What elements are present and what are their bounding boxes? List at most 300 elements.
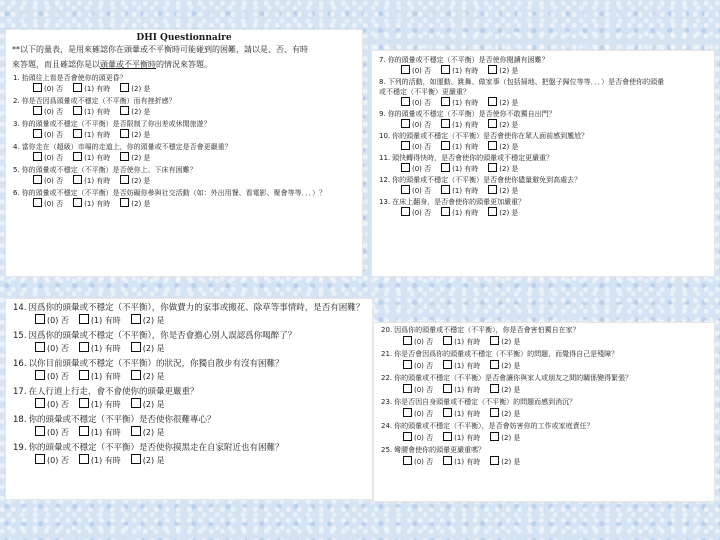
option-label: (2) 是 [142,372,165,381]
answer-options [381,360,710,371]
checkbox[interactable] [490,432,499,441]
emphasis-text: 頭暈或不平衡時 [100,59,156,69]
answer-option[interactable] [120,83,150,94]
checkbox[interactable] [403,456,412,465]
question-item [372,109,714,130]
answer-option[interactable] [403,432,433,443]
answer-option[interactable] [490,432,520,443]
answer-option[interactable] [33,83,63,94]
question-text [379,55,710,65]
answer-option[interactable] [443,384,480,395]
answer-option[interactable] [79,398,121,410]
checkbox[interactable] [488,207,497,216]
checkbox[interactable] [403,336,412,345]
checkbox[interactable] [441,141,450,150]
checkbox[interactable] [33,175,42,184]
checkbox[interactable] [488,185,497,194]
answer-options [13,426,368,438]
option-label: (1) 有時 [454,386,481,394]
checkbox[interactable] [33,83,42,92]
answer-option[interactable] [33,106,63,117]
answer-option[interactable] [490,408,520,419]
question-number: 3. [13,119,20,128]
answer-option[interactable] [403,336,433,347]
answer-option[interactable] [33,175,63,186]
question-item [374,373,714,395]
option-label: (0) 否 [44,107,64,116]
checkbox[interactable] [120,152,129,161]
answer-option[interactable] [35,454,69,466]
checkbox[interactable] [131,454,141,464]
question-number: 1. [13,73,20,82]
answer-option[interactable] [73,129,110,140]
answer-option[interactable] [488,185,518,196]
option-label: (1) 有時 [452,121,479,129]
answer-option[interactable] [441,163,478,174]
question-item [6,165,362,186]
checkbox[interactable] [488,97,497,106]
question-text [13,302,368,314]
checkbox[interactable] [401,207,410,216]
question-label: 以你目前頭暈或不穩定（不平衡）的狀況，你獨自散步有沒有困難？ [28,359,284,369]
answer-options [13,129,358,140]
question-label: 你的頭暈或不穩定（不平衡）是否會使你在眾人面前感到尷尬？ [392,132,589,140]
checkbox[interactable] [403,384,412,393]
option-label: (0) 否 [414,410,434,418]
questionnaire-page-4 [374,323,714,501]
question-label: 你是否因爲頭暈或不穩定（不平衡）而有挫折感？ [21,96,176,105]
answer-option[interactable] [73,152,110,163]
question-text [381,445,710,456]
answer-option[interactable] [488,163,518,174]
checkbox[interactable] [33,129,42,138]
option-label: (0) 否 [47,344,69,353]
option-label: (1) 有時 [454,458,481,466]
question-label: 你的頭暈或不穩定（不平衡）是否使你很難專心？ [28,415,216,425]
question-item [6,302,372,326]
answer-option[interactable] [35,370,69,382]
option-label: (1) 有時 [452,165,479,173]
answer-option[interactable] [441,207,478,218]
answer-option[interactable] [131,370,165,382]
answer-option[interactable] [488,141,518,152]
option-label: (2) 是 [499,99,519,107]
answer-option[interactable] [79,342,121,354]
option-label: (2) 是 [499,121,519,129]
checkbox[interactable] [441,97,450,106]
checkbox[interactable] [490,336,499,345]
checkbox[interactable] [79,342,89,352]
checkbox[interactable] [120,106,129,115]
answer-option[interactable] [73,106,110,117]
checkbox[interactable] [443,432,452,441]
option-label: (1) 有時 [90,428,121,437]
checkbox[interactable] [490,408,499,417]
checkbox[interactable] [79,426,89,436]
option-label: (1) 有時 [84,107,111,116]
question-list [6,302,372,466]
option-label: (0) 否 [47,428,69,437]
answer-options [379,163,710,174]
question-label: 抬頭往上看是否會使你的頭更昏？ [21,73,127,82]
question-label: 你的頭暈或不穩定（不平衡）是否使你摸黑走在自家附近也有困難？ [28,443,284,453]
question-item [6,73,362,94]
checkbox[interactable] [33,106,42,115]
answer-option[interactable] [441,185,478,196]
checkbox[interactable] [488,119,497,128]
checkbox[interactable] [441,185,450,194]
option-label: (0) 否 [412,187,432,195]
option-label: (2) 是 [142,344,165,353]
option-label: (2) 是 [131,84,151,93]
answer-options [13,175,358,186]
answer-option[interactable] [401,119,431,130]
answer-option[interactable] [401,65,431,76]
answer-option[interactable] [490,360,520,371]
option-label: (0) 否 [47,400,69,409]
option-label: (0) 否 [44,176,64,185]
answer-option[interactable] [441,141,478,152]
option-label: (1) 有時 [454,362,481,370]
answer-option[interactable] [79,454,121,466]
answer-option[interactable] [443,360,480,371]
checkbox[interactable] [490,384,499,393]
option-label: (1) 有時 [90,344,121,353]
question-text [379,175,710,185]
answer-options [13,83,358,94]
checkbox[interactable] [490,360,499,369]
question-item [6,330,372,354]
answer-option[interactable] [131,314,165,326]
checkbox[interactable] [443,336,452,345]
question-number: 11. [379,154,391,162]
answer-option[interactable] [488,119,518,130]
question-number: 25. [381,446,393,454]
question-label: 因爲你的頭暈或不穩定（不平衡），你是否會擔心別人誤認爲你喝醉了？ [28,331,297,341]
answer-option[interactable] [443,456,480,467]
option-label: (0) 否 [414,362,434,370]
option-label: (0) 否 [412,99,432,107]
checkbox[interactable] [441,163,450,172]
checkbox[interactable] [33,152,42,161]
checkbox[interactable] [73,198,82,207]
question-number: 15. [13,331,27,341]
answer-option[interactable] [488,65,518,76]
question-text [13,73,358,83]
answer-option[interactable] [401,97,431,108]
question-number: 23. [381,398,393,406]
answer-option[interactable] [33,129,63,140]
question-text [379,153,710,163]
instructions-line-1: **以下的量表，是用來確認你在頭暈或不平衡時可能碰到的困難，請以是、否、有時 [12,45,308,54]
checkbox[interactable] [33,198,42,207]
checkbox[interactable] [120,175,129,184]
answer-option[interactable] [35,426,69,438]
checkbox[interactable] [401,119,410,128]
checkbox[interactable] [131,370,141,380]
checkbox[interactable] [401,163,410,172]
question-item [6,142,362,163]
answer-option[interactable] [33,198,63,209]
answer-option[interactable] [131,454,165,466]
answer-option[interactable] [441,65,478,76]
answer-option[interactable] [73,175,110,186]
answer-options [13,342,368,354]
answer-option[interactable] [79,370,121,382]
question-label: 下列的活動，如運動、跳舞、做家事（包括掃地、把盤子歸位等等．．．）是否會使你的頭暈 [387,78,665,86]
checkbox[interactable] [443,408,452,417]
checkbox[interactable] [403,432,412,441]
question-number: 19. [13,443,27,453]
option-label: (1) 有時 [84,153,111,162]
checkbox[interactable] [79,314,89,324]
checkbox[interactable] [441,207,450,216]
answer-option[interactable] [403,408,433,419]
option-label: (0) 否 [414,338,434,346]
checkbox[interactable] [401,185,410,194]
question-number: 9. [379,110,386,118]
option-label: (1) 有時 [454,434,481,442]
option-label: (0) 否 [412,121,432,129]
answer-option[interactable] [441,97,478,108]
option-label: (2) 是 [501,410,521,418]
question-label: 你的頭暈或不穩定（不平衡）是否使你上、下床有困難？ [21,165,197,174]
checkbox[interactable] [443,384,452,393]
question-label: 你是否會因爲你的頭暈或不穩定（不平衡）的問題，而覺得自己是殘障？ [394,350,619,358]
question-item [374,349,714,371]
question-label: 你的頭暈或不穩定（不平衡）是否使你不敢獨自出門？ [387,110,556,118]
question-label: 你是否因自身頭暈或不穩定（不平衡）的問題而感到消沉？ [394,398,577,406]
question-text [13,358,368,370]
option-label: (2) 是 [499,67,519,75]
checkbox[interactable] [79,370,89,380]
question-label: 你的頭暈或不穩定（不平衡）是否妨礙你參與社交活動（如：外出用餐、看電影、聚會等等．．．）？ [21,188,327,197]
question-list [6,73,362,209]
answer-option[interactable] [120,152,150,163]
answer-option[interactable] [120,198,150,209]
answer-option[interactable] [73,83,110,94]
question-text [13,414,368,426]
option-label: (1) 有時 [452,143,479,151]
question-number: 17. [13,387,27,397]
question-text [379,197,710,207]
question-label: 因爲你的頭暈或不穩定（不平衡），你是否會害怕獨自在家？ [394,326,580,334]
question-label: 頭快轉得快時，是否會使你的頭暈或不穩定更嚴重？ [392,154,554,162]
question-text [13,96,358,106]
answer-option[interactable] [443,432,480,443]
option-label: (2) 是 [131,199,151,208]
question-list [374,325,714,467]
checkbox[interactable] [488,65,497,74]
option-label: (1) 有時 [84,84,111,93]
question-number: 8. [379,78,386,86]
question-label: 因爲你的頭暈或不穩定（不平衡），你做費力的家事或搬花、除草等事情時，是否有困難？ [28,303,365,313]
checkbox[interactable] [35,398,45,408]
answer-option[interactable] [35,342,69,354]
answer-options [381,336,710,347]
answer-option[interactable] [490,384,520,395]
answer-options [381,408,710,419]
option-label: (2) 是 [501,458,521,466]
answer-option[interactable] [403,384,433,395]
checkbox[interactable] [73,106,82,115]
checkbox[interactable] [79,454,89,464]
checkbox[interactable] [401,65,410,74]
question-number: 22. [381,374,393,382]
answer-option[interactable] [33,152,63,163]
answer-option[interactable] [35,314,69,326]
answer-options [381,384,710,395]
checkbox[interactable] [35,342,45,352]
question-text [381,397,710,408]
question-item [372,197,714,218]
answer-option[interactable] [488,207,518,218]
option-label: (2) 是 [131,107,151,116]
option-label: (1) 有時 [452,209,479,217]
question-number: 20. [381,326,393,334]
answer-options [13,152,358,163]
question-text [13,442,368,454]
answer-options [379,97,710,108]
checkbox[interactable] [79,398,89,408]
checkbox[interactable] [443,360,452,369]
answer-option[interactable] [120,106,150,117]
answer-options [13,314,368,326]
option-label: (1) 有時 [84,199,111,208]
question-number: 18. [13,415,27,425]
answer-option[interactable] [443,408,480,419]
option-label: (0) 否 [47,372,69,381]
answer-options [13,106,358,117]
question-text [381,349,710,360]
option-label: (2) 是 [499,187,519,195]
answer-option[interactable] [131,398,165,410]
option-label: (2) 是 [499,209,519,217]
answer-option[interactable] [490,456,520,467]
question-label: 你的頭暈或不穩定（不平衡）是否限制了你出差或休閒旅遊？ [21,119,211,128]
option-label: (1) 有時 [90,456,121,465]
question-text [379,109,710,119]
question-number: 2. [13,96,20,105]
option-label: (2) 是 [142,316,165,325]
option-label: (0) 否 [44,84,64,93]
question-item [372,131,714,152]
checkbox[interactable] [131,314,141,324]
answer-option[interactable] [73,198,110,209]
checkbox[interactable] [131,342,141,352]
answer-option[interactable] [441,119,478,130]
answer-option[interactable] [401,141,431,152]
answer-option[interactable] [131,426,165,438]
checkbox[interactable] [488,141,497,150]
option-label: (2) 是 [499,143,519,151]
checkbox[interactable] [490,456,499,465]
option-label: (2) 是 [501,362,521,370]
checkbox[interactable] [73,129,82,138]
checkbox[interactable] [120,198,129,207]
answer-options [379,207,710,218]
option-label: (2) 是 [131,153,151,162]
answer-option[interactable] [35,398,69,410]
answer-option[interactable] [131,342,165,354]
question-item [372,175,714,196]
checkbox[interactable] [401,97,410,106]
answer-option[interactable] [120,129,150,140]
question-label: 在人行道上行走，會不會使你的頭暈更嚴重？ [28,387,199,397]
question-number: 10. [379,132,391,140]
checkbox[interactable] [73,152,82,161]
checkbox[interactable] [120,129,129,138]
checkbox[interactable] [35,314,45,324]
answer-option[interactable] [403,456,433,467]
option-label: (2) 是 [142,456,165,465]
question-text [13,142,358,152]
answer-option[interactable] [120,175,150,186]
option-label: (0) 否 [47,456,69,465]
answer-option[interactable] [401,207,431,218]
question-text [13,188,358,198]
answer-option[interactable] [490,336,520,347]
answer-options [13,398,368,410]
question-item [6,414,372,438]
question-text [13,119,358,129]
checkbox[interactable] [73,175,82,184]
checkbox[interactable] [131,426,141,436]
option-label: (2) 是 [142,428,165,437]
checkbox[interactable] [443,456,452,465]
checkbox[interactable] [131,398,141,408]
checkbox[interactable] [120,83,129,92]
question-text [13,165,358,175]
checkbox[interactable] [35,454,45,464]
question-item [6,119,362,140]
questionnaire-page-2 [372,51,714,276]
answer-option[interactable] [401,185,431,196]
answer-options [13,198,358,209]
checkbox[interactable] [35,370,45,380]
question-item [372,77,714,108]
option-label: (1) 有時 [452,99,479,107]
question-text [379,131,710,141]
answer-option[interactable] [443,336,480,347]
question-text [379,77,710,87]
answer-option[interactable] [403,360,433,371]
checkbox[interactable] [488,163,497,172]
option-label: (2) 是 [501,434,521,442]
question-label: 在床上翻身，是否會使你的頭暈更加嚴重？ [392,198,526,206]
checkbox[interactable] [73,83,82,92]
checkbox[interactable] [403,360,412,369]
option-label: (0) 否 [412,143,432,151]
question-label: 你的頭暈或不穩定（不平衡）是否會使你儘量避免到高處去？ [392,176,582,184]
answer-option[interactable] [79,426,121,438]
option-label: (0) 否 [44,130,64,139]
checkbox[interactable] [441,65,450,74]
checkbox[interactable] [441,119,450,128]
option-label: (0) 否 [44,199,64,208]
checkbox[interactable] [401,141,410,150]
checkbox[interactable] [403,408,412,417]
checkbox[interactable] [35,426,45,436]
question-text [13,386,368,398]
question-item [6,386,372,410]
answer-option[interactable] [488,97,518,108]
answer-option[interactable] [401,163,431,174]
question-list [372,55,714,218]
answer-option[interactable] [79,314,121,326]
option-label: (1) 有時 [90,372,121,381]
question-item [374,445,714,467]
